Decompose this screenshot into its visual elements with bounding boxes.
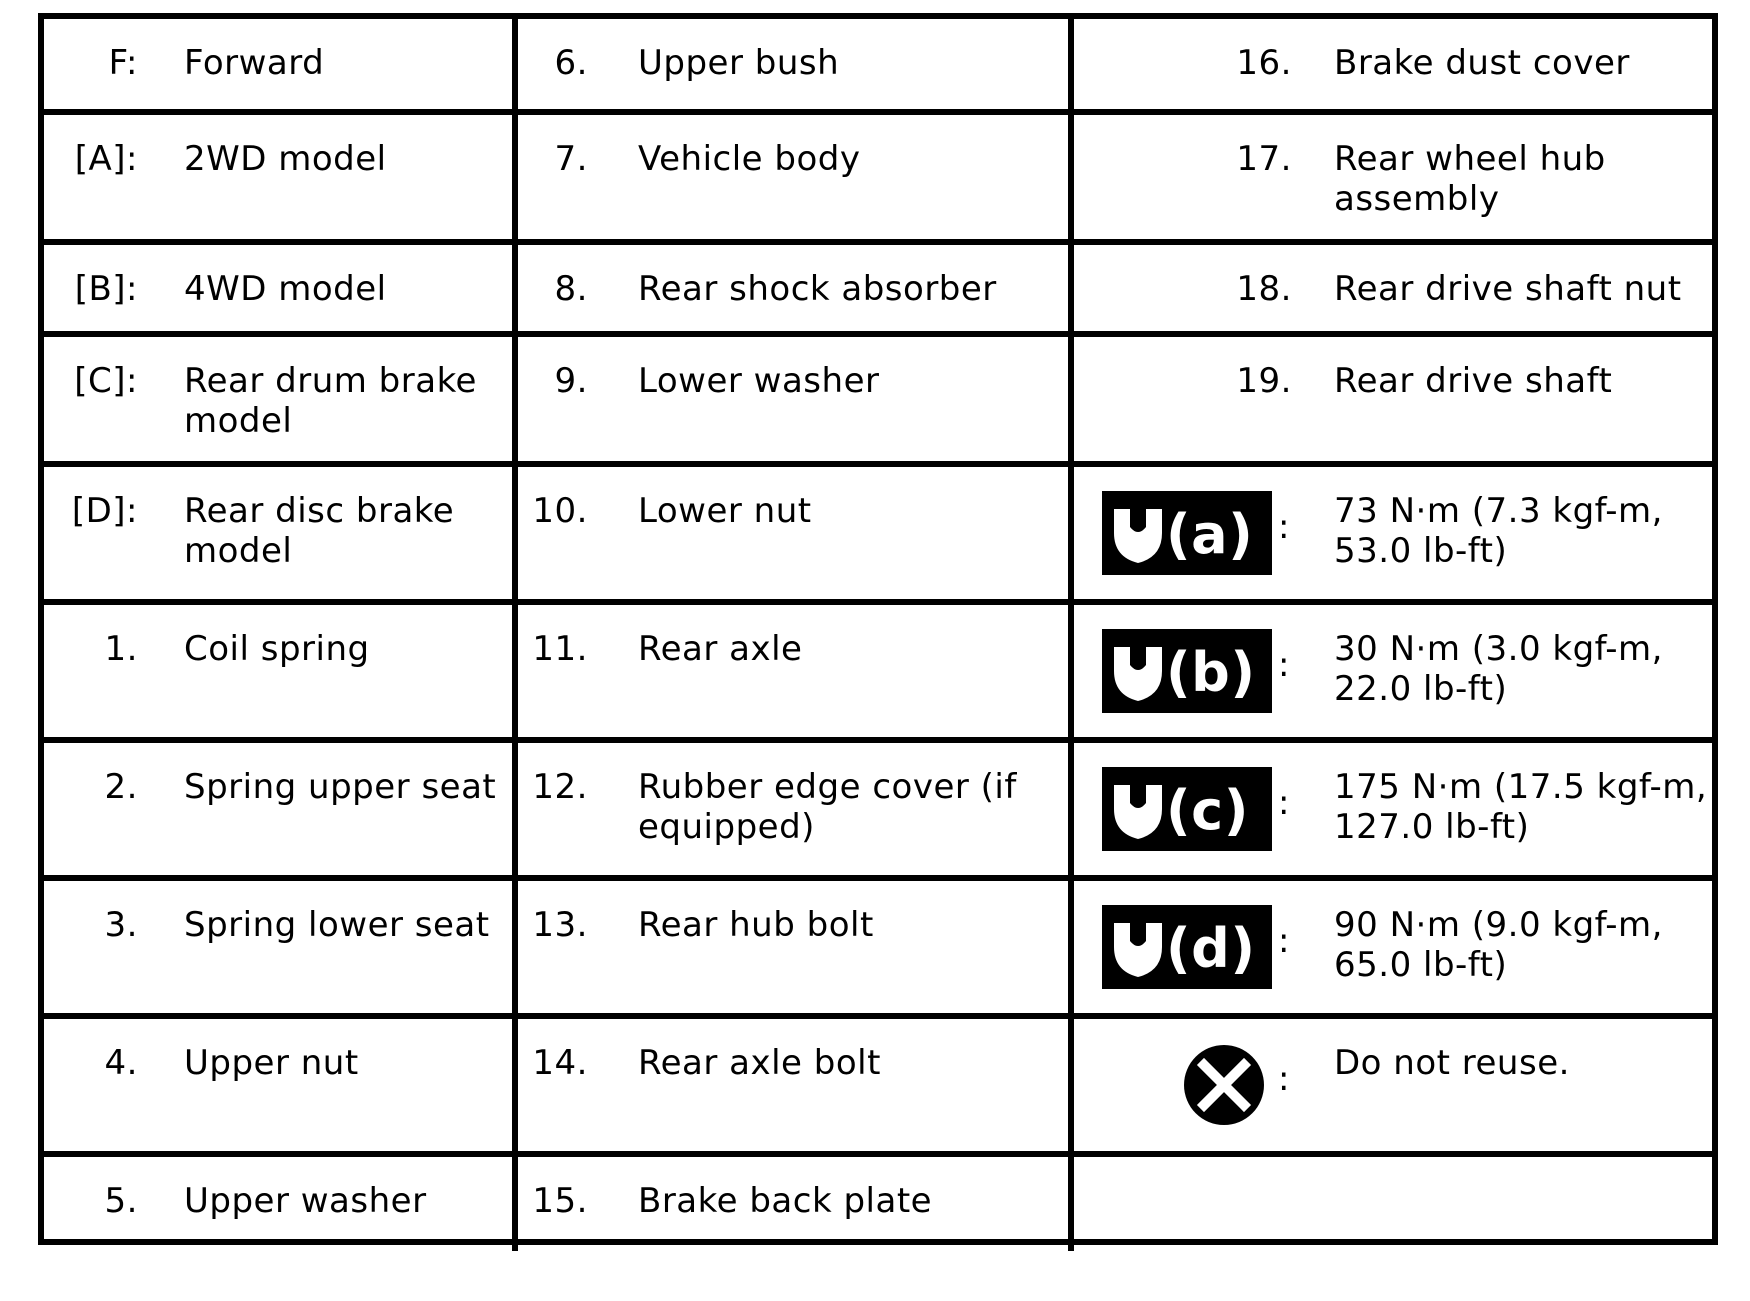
legend-key: 7. [554,139,588,179]
legend-cell [518,1019,1074,1157]
legend-text: Rear disc brake model [184,491,455,571]
legend-cell [1074,19,1712,115]
legend-key: 5. [104,1181,138,1221]
legend-cell [1074,115,1712,245]
legend-key: 4. [104,1043,138,1083]
torque-value: 175 N·m (17.5 kgf-m, 127.0 lb-ft) [1334,767,1708,847]
torque-cell-b [1074,605,1712,743]
legend-cell [518,743,1074,881]
torque-wrench-icon [1102,767,1272,851]
torque-wrench-icon [1102,629,1272,713]
legend-text: Lower washer [638,361,880,401]
legend-key: 6. [554,43,588,83]
legend-key: 19. [1236,361,1292,401]
legend-cell [1074,245,1712,337]
legend-key: 18. [1236,269,1292,309]
legend-cell [518,881,1074,1019]
legend-key: 13. [532,905,588,945]
legend-text: Brake dust cover [1334,43,1630,83]
legend-cell [518,467,1074,605]
legend-text: Spring upper seat [184,767,497,807]
no-reuse-cell [1074,1019,1712,1157]
torque-wrench-icon [1102,491,1272,575]
legend-text: 4WD model [184,269,387,309]
no-reuse-text: Do not reuse. [1334,1043,1570,1083]
legend-colon: : [1278,507,1290,547]
legend-cell [518,1157,1074,1251]
legend-key: 1. [104,629,138,669]
legend-key: 3. [104,905,138,945]
torque-letter: (c) [1166,779,1249,842]
legend-cell [44,1157,518,1251]
legend-cell [44,115,518,245]
legend-key: 17. [1236,139,1292,179]
do-not-reuse-icon [1182,1039,1266,1140]
legend-cell [518,19,1074,115]
legend-key: [D]: [71,491,138,531]
legend-key: 8. [554,269,588,309]
torque-wrench-icon [1102,905,1272,989]
legend-text: Rear axle bolt [638,1043,881,1083]
legend-key: 16. [1236,43,1292,83]
legend-key: [A]: [74,139,138,179]
legend-text: Rear hub bolt [638,905,874,945]
legend-key: [B]: [74,269,138,309]
legend-cell [518,337,1074,467]
torque-value: 73 N·m (7.3 kgf-m, 53.0 lb-ft) [1334,491,1663,571]
torque-letter: (d) [1166,917,1256,980]
legend-text: Vehicle body [638,139,861,179]
legend-cell [44,337,518,467]
torque-cell-a [1074,467,1712,605]
legend-cell [44,467,518,605]
legend-text: Lower nut [638,491,812,531]
legend-text: Rear drive shaft nut [1334,269,1682,309]
legend-cell [44,1019,518,1157]
legend-colon: : [1278,783,1290,823]
legend-key: 11. [532,629,588,669]
legend-cell [1074,337,1712,467]
parts-legend-table [38,13,1718,1245]
legend-text: Upper bush [638,43,840,83]
legend-text: Rear shock absorber [638,269,997,309]
legend-key: F: [108,43,138,83]
legend-cell [44,605,518,743]
legend-key: 2. [104,767,138,807]
legend-cell [44,245,518,337]
legend-colon: : [1278,921,1290,961]
legend-text: Upper nut [184,1043,359,1083]
legend-cell [518,245,1074,337]
torque-cell-c [1074,743,1712,881]
torque-letter: (a) [1166,503,1254,566]
legend-cell [44,19,518,115]
legend-text: Forward [184,43,325,83]
torque-cell-d [1074,881,1712,1019]
legend-text: Rear wheel hub assembly [1334,139,1606,219]
legend-cell [518,115,1074,245]
legend-text: Rear axle [638,629,803,669]
torque-value: 90 N·m (9.0 kgf-m, 65.0 lb-ft) [1334,905,1663,985]
legend-text: Brake back plate [638,1181,933,1221]
torque-letter: (b) [1166,641,1256,704]
legend-key: 10. [532,491,588,531]
legend-colon: : [1278,645,1290,685]
legend-key: 9. [554,361,588,401]
legend-cell [44,881,518,1019]
legend-key: 15. [532,1181,588,1221]
legend-cell [44,743,518,881]
legend-text: Spring lower seat [184,905,490,945]
legend-text: 2WD model [184,139,387,179]
legend-colon: : [1278,1059,1290,1099]
legend-key: [C]: [74,361,138,401]
legend-text: Rear drive shaft [1334,361,1613,401]
legend-cell [518,605,1074,743]
legend-text: Coil spring [184,629,370,669]
torque-value: 30 N·m (3.0 kgf-m, 22.0 lb-ft) [1334,629,1663,709]
empty-cell [1074,1157,1712,1251]
legend-key: 12. [532,767,588,807]
legend-text: Rubber edge cover (if equipped) [638,767,1017,847]
legend-text: Upper washer [184,1181,427,1221]
legend-key: 14. [532,1043,588,1083]
legend-text: Rear drum brake model [184,361,477,441]
